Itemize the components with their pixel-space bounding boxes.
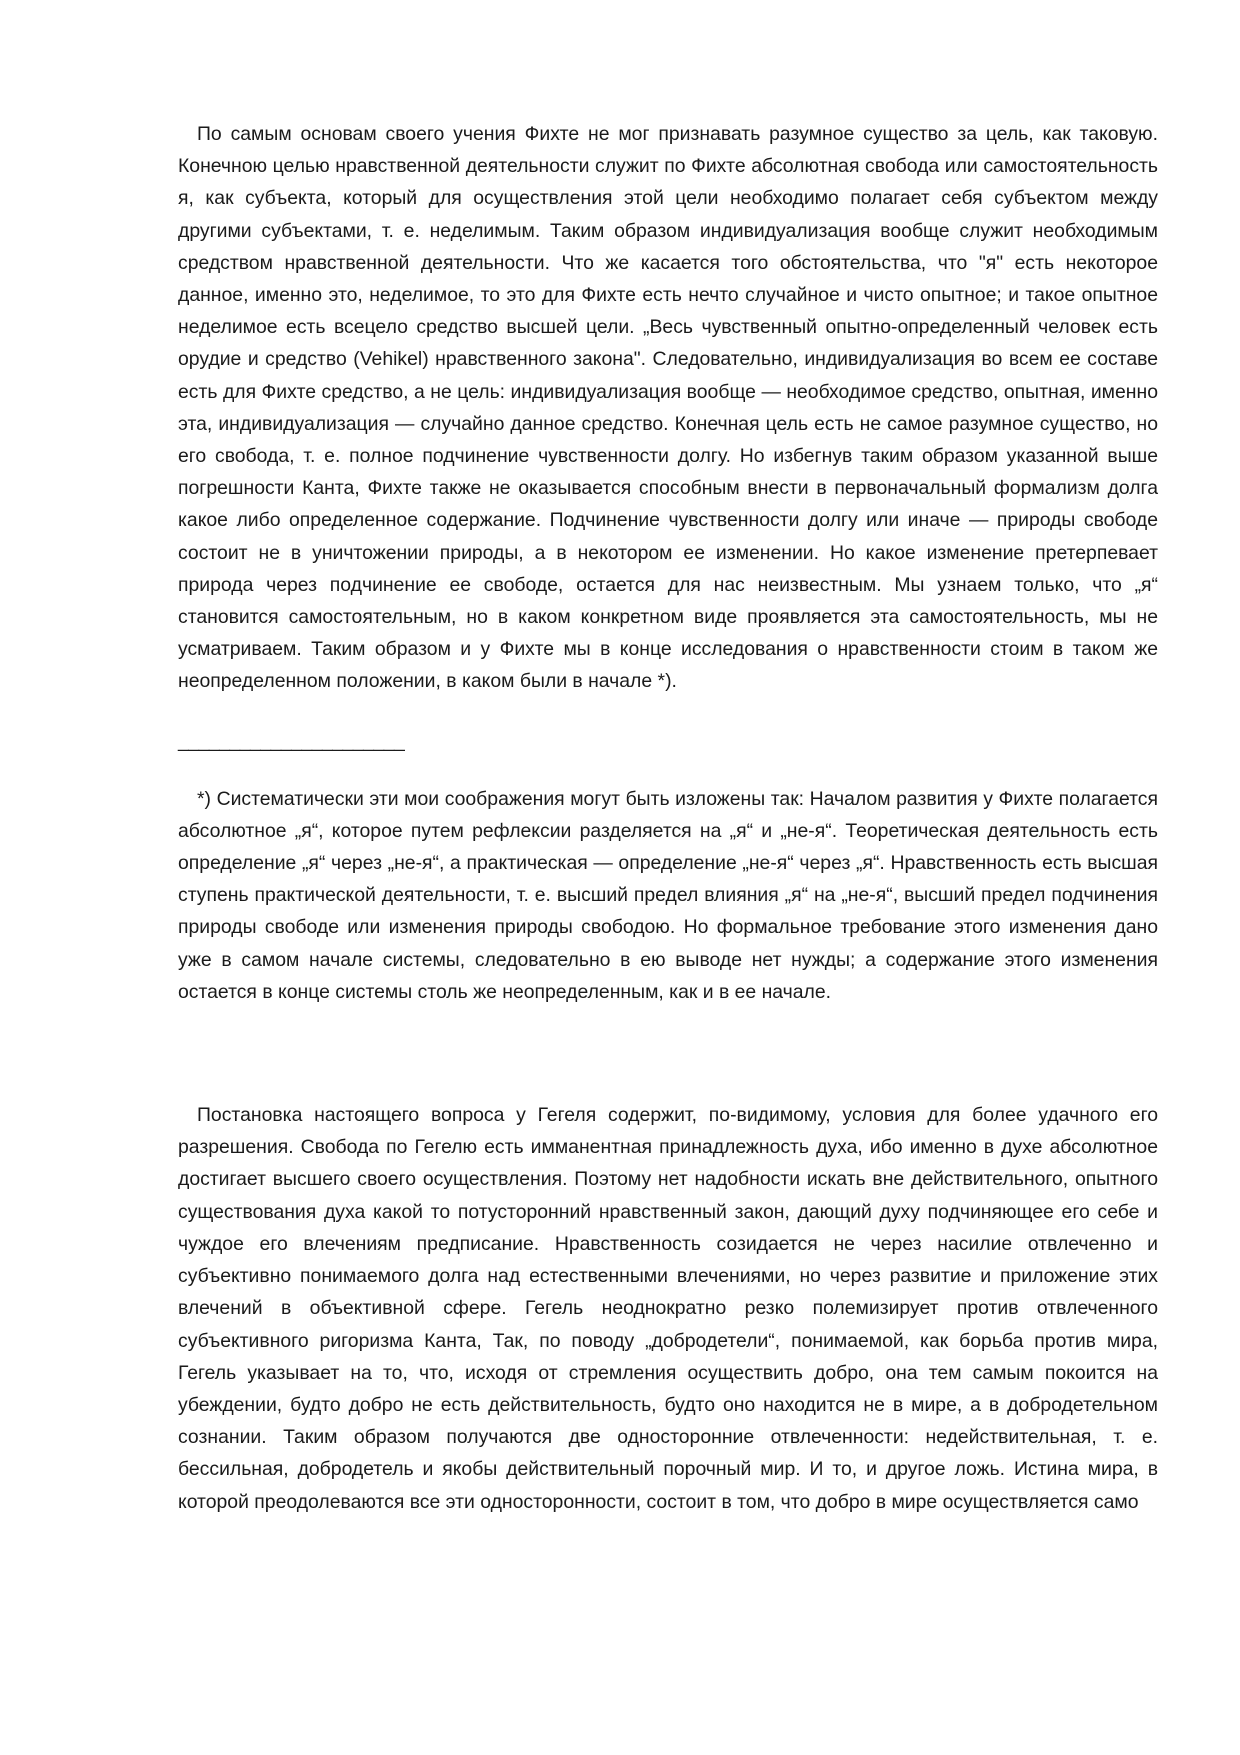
footnote-separator: ______________________: [178, 729, 405, 752]
paragraph-fichte: По самым основам своего учения Фихте не мог признавать разумное существо за цель, как таковую. Конечною целью нравственной деятельности служит по Фихте абсолютная свобода или самостоятельность я, как субъекта, который для осуществления этой цели необходимо полагает себя субъектом между другими субъектами, т. е. неделимым. Таким образом индивидуализация вообще служит необходимым средством нравственной деятельности. Что же касается того обстоятельства, что "я" есть некоторое данное, именно это, неделимое, то это для Фихте есть нечто случайное и чисто опытное; и такое опытное неделимое есть всецело средство высшей цели. „Весь чувственный опытно-определенный человек есть орудие и средство (Vehikel) нравственного закона". Следовательно, индивидуализация во всем ее составе есть для Фихте средство, а не цель: индивидуализация вообще — необходимое средство, опытная, именно эта, индивидуализация — случайно данное средство. Конечная цель есть не самое разумное существо, но его свобода, т. е. полное подчинение чувственности долгу. Но избегнув таким образом указанной выше погрешности Канта, Фихте также не оказывается способным внести в первоначальный формализм долга какое либо определенное содержание. Подчинение чувственности долгу или иначе — природы свободе состоит не в уничтожении природы, а в некотором ее изменении. Но какое изменение претерпевает природа через подчинение ее свободе, остается для нас неизвестным. Мы узнаем только, что „я“ становится самостоятельным, но в каком конкретном виде проявляется эта самостоятельность, мы не усматриваем. Таким образом и у Фихте мы в конце исследования о нравственности стоим в таком же неопределенном положении, в каком были в начале *).: [178, 123, 1158, 693]
document-page: [178, 118, 1158, 1518]
paragraph-hegel: Постановка настоящего вопроса у Гегеля содержит, по-видимому, условия для более удачного его разрешения. Свобода по Гегелю есть имманентная принадлежность духа, ибо именно в духе абсолютное достигает высшего своего осуществления. Поэтому нет надобности искать вне действительного, опытного существования духа какой то потусторонний нравственный закон, дающий духу подчиняющее его себе и чуждое его влечениям предписание. Нравственность созидается не через насилие отвлеченно и субъективно понимаемого долга над естественными влечениями, но через развитие и приложение этих влечений в объективной сфере. Гегель неоднократно резко полемизирует против отвлеченного субъективного ригоризма Канта, Так, по поводу „добродетели“, понимаемой, как борьба против мира, Гегель указывает на то, что, исходя от стремления осуществить добро, она тем самым покоится на убеждении, будто добро не есть действительность, будто оно находится не в мире, а в добродетельном сознании. Таким образом получаются две односторонние отвлеченности: недействительная, т. е. бессильная, добродетель и якобы действительный порочный мир. И то, и другое ложь. Истина мира, в которой преодолеваются все эти односторонности, состоит в том, что добро в мире осуществляется само: [178, 1104, 1158, 1513]
footnote-text: *) Систематически эти мои соображения могут быть изложены так: Началом развития у Фихте полагается абсолютное „я“, которое путем рефлексии разделяется на „я“ и „не-я“. Теоретическая деятельность есть определение „я“ через „не-я“, а практическая — определение „не-я“ через „я“. Нравственность есть высшая ступень практической деятельности, т. е. высший предел влияния „я“ на „не-я“, высший предел подчинения природы свободе или изменения природы свободою. Но формальное требование этого изменения дано уже в самом начале системы, следовательно в ею выводе нет нужды; а содержание этого изменения остается в конце системы столь же неопределенным, как и в ее начале.: [178, 787, 1158, 1003]
